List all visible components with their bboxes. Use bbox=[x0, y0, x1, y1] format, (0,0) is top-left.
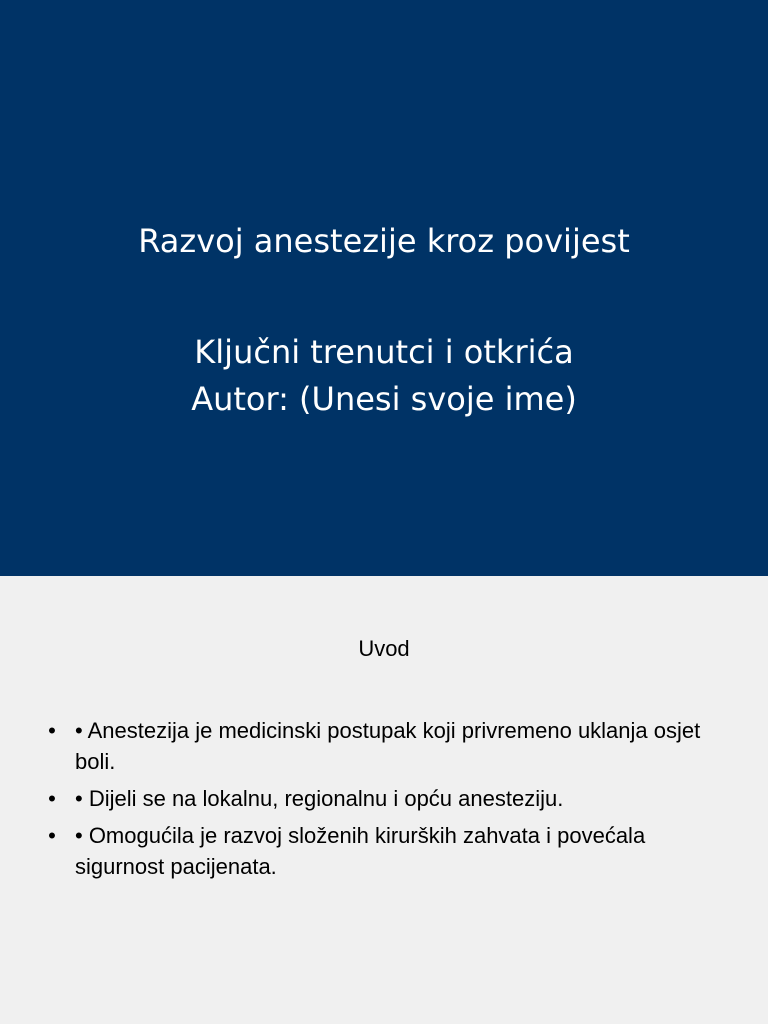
bullet-icon: • bbox=[48, 823, 56, 848]
bullet-text: • Anestezija je medicinski postupak koji privremeno uklanja osjet boli. bbox=[75, 718, 701, 774]
list-item bbox=[42, 783, 732, 814]
presentation-subtitle: Ključni trenutci i otkrića bbox=[194, 333, 574, 371]
author-line: Autor: (Unesi svoje ime) bbox=[191, 380, 577, 418]
presentation-title: Razvoj anestezije kroz povijest bbox=[138, 222, 630, 260]
slide-heading: Uvod bbox=[358, 636, 410, 661]
list-item bbox=[42, 715, 732, 777]
list-item bbox=[42, 820, 732, 882]
bullet-icon: • bbox=[48, 786, 56, 811]
bullet-icon: • bbox=[48, 718, 56, 743]
bullet-list bbox=[42, 715, 732, 888]
bullet-text: • Omogućila je razvoj složenih kirurških zahvata i povećala sigurnost pacijenata. bbox=[75, 823, 646, 879]
bullet-text: • Dijeli se na lokalnu, regionalnu i opću anesteziju. bbox=[75, 786, 564, 811]
content-slide bbox=[0, 576, 768, 1024]
